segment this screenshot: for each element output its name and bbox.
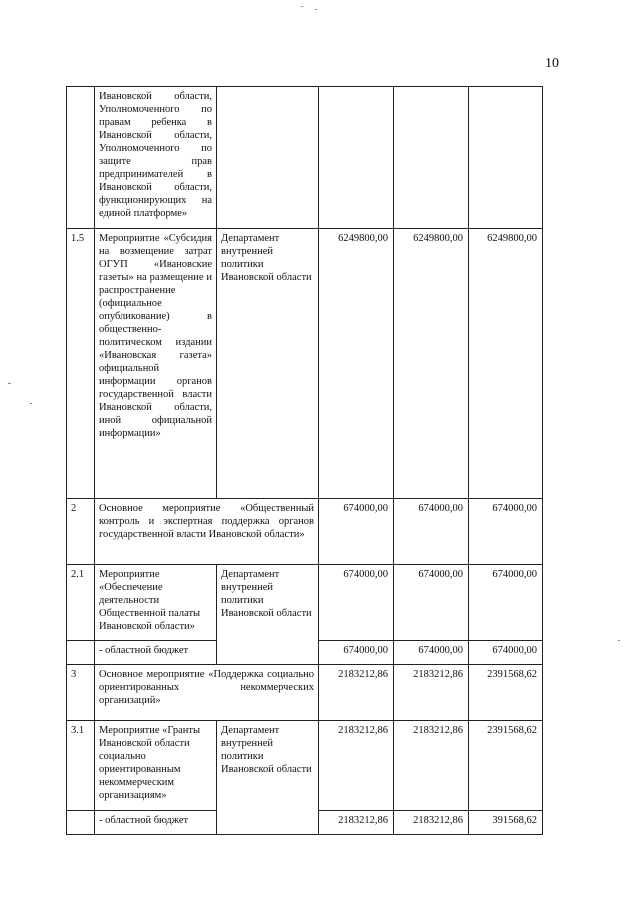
- value-year-3: 674000,00: [469, 641, 543, 665]
- value-year-2: 674000,00: [394, 565, 469, 641]
- value-year-3: 6249800,00: [469, 229, 543, 499]
- department: Департамент внутренней политики Ивановской области: [217, 721, 319, 835]
- program-table: [66, 86, 543, 835]
- activity-description: Мероприятие «Субсидия на возмещение затрат ОГУП «Ивановские газеты» на размещение и распространение (официальное опубликование) в общественно-политическом издании «Ивановская газета» официальной информации органов государственной власти Ивановской области, иной официальной информации»: [95, 229, 217, 499]
- table-row: [67, 665, 543, 721]
- value-year-1: 6249800,00: [319, 229, 394, 499]
- value-year-3: 674000,00: [469, 499, 543, 565]
- table-row: [67, 499, 543, 565]
- value-year-3: 2391568,62: [469, 721, 543, 811]
- value-year-2: 2183212,86: [394, 665, 469, 721]
- budget-source: - областной бюджет: [95, 641, 217, 665]
- budget-source: - областной бюджет: [95, 811, 217, 835]
- row-number: 2.1: [67, 565, 95, 641]
- scan-speck: [8, 383, 11, 384]
- row-number: [67, 641, 95, 665]
- department: Департамент внутренней политики Ивановской области: [217, 565, 319, 665]
- table-row: [67, 565, 543, 641]
- value-year-3: 2391568,62: [469, 665, 543, 721]
- activity-description: Ивановской области, Уполномоченного по правам ребенка в Ивановской области, Уполномоченного по защите прав предпринимателей в Ивановской области, функционирующих на единой платформе»: [95, 87, 217, 229]
- value-year-1: [319, 87, 394, 229]
- row-number: 2: [67, 499, 95, 565]
- scan-speck: [618, 640, 620, 641]
- value-year-2: [394, 87, 469, 229]
- row-number: 1.5: [67, 229, 95, 499]
- table-row: [67, 229, 543, 499]
- value-year-3: [469, 87, 543, 229]
- scan-speck: [301, 6, 303, 7]
- value-year-1: 674000,00: [319, 641, 394, 665]
- value-year-1: 2183212,86: [319, 721, 394, 811]
- row-number: [67, 811, 95, 835]
- value-year-1: 2183212,86: [319, 811, 394, 835]
- value-year-2: 2183212,86: [394, 721, 469, 811]
- row-number: 3.1: [67, 721, 95, 811]
- activity-description: Мероприятие «Гранты Ивановской области социально ориентированным некоммерческим организациям»: [95, 721, 217, 811]
- row-number: [67, 87, 95, 229]
- value-year-1: 674000,00: [319, 565, 394, 641]
- value-year-3: 391568,62: [469, 811, 543, 835]
- activity-description: Мероприятие «Обеспечение деятельности Общественной палаты Ивановской области»: [95, 565, 217, 641]
- row-number: 3: [67, 665, 95, 721]
- value-year-1: 2183212,86: [319, 665, 394, 721]
- value-year-1: 674000,00: [319, 499, 394, 565]
- value-year-2: 674000,00: [394, 499, 469, 565]
- department: Департамент внутренней политики Ивановской области: [217, 229, 319, 499]
- activity-description: Основное мероприятие «Общественный контроль и экспертная поддержка органов государственной власти Ивановской области»: [95, 499, 319, 565]
- table-row: [67, 87, 543, 229]
- scan-speck: [30, 403, 32, 404]
- value-year-2: 6249800,00: [394, 229, 469, 499]
- department: [217, 87, 319, 229]
- value-year-2: 2183212,86: [394, 811, 469, 835]
- table-row: [67, 721, 543, 811]
- page-number: 10: [545, 56, 559, 71]
- value-year-3: 674000,00: [469, 565, 543, 641]
- activity-description: Основное мероприятие «Поддержка социально ориентированных некоммерческих организаций»: [95, 665, 319, 721]
- value-year-2: 674000,00: [394, 641, 469, 665]
- scan-speck: [315, 9, 317, 10]
